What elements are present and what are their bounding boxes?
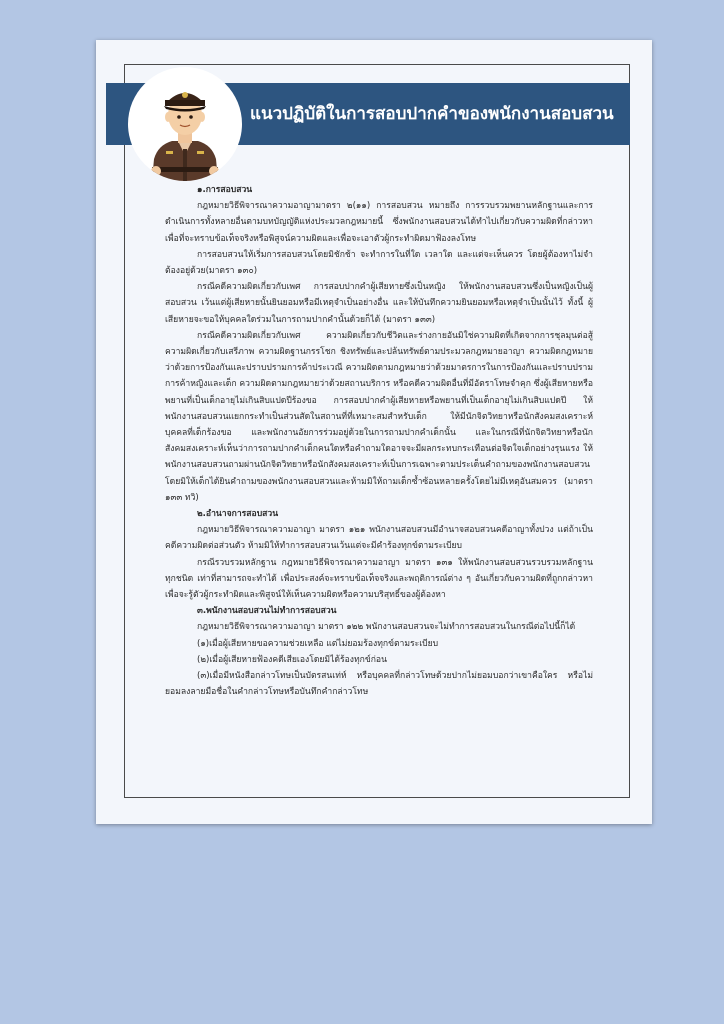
section-1-paragraph-4: กรณีคดีความผิดเกี่ยวกับเพศ ความผิดเกี่ยวกับชีวิตและร่างกายอันมิใช่ความผิดที่เกิดจากการชุลมุนต่อสู้ ความผิดเกี่ยวกับเสรีภาพ ความผิดฐานกรรโชก ชิงทรัพย์และปล้นทรัพย์ตามประมวลกฎหมายอาญา ความผิดกฎหมายว่าด้วยการป้องกันและปราบปรามการค้าประเวณี ความผิดตามกฎหมายว่าด้วยมาตรการในการป้องกันและปราบปรามการค้าหญิงและเด็ก ความผิดตามกฎหมายว่าด้วยสถานบริการ หรือคดีความผิดอื่นที่มีอัตราโทษจำคุก ซึ่งผู้เสียหายหรือพยานที่เป็นเด็กอายุไม่เกินสิบแปดปีร้องขอ การสอบปากคำผู้เสียหายหรือพยานที่เป็นเด็กอายุไม่เกินสิบแปดปี ให้พนักงานสอบสวนแยกกระทำเป็นส่วนสัดในสถานที่ที่เหมาะสมสำหรับเด็ก ให้มีนักจิตวิทยาหรือนักสังคมสงเคราะห์ บุคคลที่เด็กร้องขอ และพนักงานอัยการร่วมอยู่ด้วยในการถามปากคำเด็กนั้น และในกรณีที่นักจิตวิทยาหรือนักสังคมสงเคราะห์เห็นว่าการถามปากคำเด็กคนใดหรือคำถามใดอาจจะมีผลกระทบกระเทือนต่อจิตใจเด็กอย่างรุนแรง ให้พนักงานสอบสวนถามผ่านนักจิตวิทยาหรือนักสังคมสงเคราะห์เป็นการเฉพาะตามประเด็นคำถามของพนักงานสอบสวน โดยมิให้เด็กได้ยินคำถามของพนักงานสอบสวนและห้ามมิให้ถามเด็กซ้ำซ้อนหลายครั้งโดยไม่มีเหตุอันสมควร (มาตรา ๑๓๓ ทวิ) bbox=[165, 330, 593, 503]
document-body bbox=[165, 182, 593, 701]
section-1-paragraph-1: กฎหมายวิธีพิจารณาความอาญามาตรา ๒(๑๑) การสอบสวน หมายถึง การรวบรวมพยานหลักฐานและการดำเนินการทั้งหลายอื่นตามบทบัญญัติแห่งประมวลกฎหมายนี้ ซึ่งพนักงานสอบสวนได้ทำไปเกี่ยวกับความผิดที่กล่าวหา เพื่อที่จะทราบข้อเท็จจริงหรือพิสูจน์ความผิดและเพื่อจะเอาตัวผู้กระทำผิดมาฟ้องลงโทษ bbox=[165, 201, 593, 244]
section-3-list-item: (๓)เมื่อมีหนังสือกล่าวโทษเป็นบัตรสนเท่ห์ หรือบุคคลที่กล่าวโทษด้วยปากไม่ยอมบอกว่าเขาคือใคร หรือไม่ยอมลงลายมือชื่อในคำกล่าวโทษหรือบันทึกคำกล่าวโทษ bbox=[165, 671, 593, 698]
section-3-heading: ๓.พนักงานสอบสวนไม่ทำการสอบสวน bbox=[197, 606, 337, 617]
police-officer-icon bbox=[128, 67, 242, 181]
section-2-heading: ๒.อำนาจการสอบสวน bbox=[197, 509, 279, 520]
section-2-paragraph-2: กรณีรวบรวมหลักฐาน กฎหมายวิธีพิจารณาความอาญา มาตรา ๑๓๑ ให้พนักงานสอบสวนรวบรวมหลักฐานทุกชนิด เท่าที่สามารถจะทำได้ เพื่อประสงค์จะทราบข้อเท็จจริงและพฤติการณ์ต่าง ๆ อันเกี่ยวกับความผิดที่ถูกกล่าวหา เพื่อจะรู้ตัวผู้กระทำผิดและพิสูจน์ให้เห็นความผิดหรือความบริสุทธิ์ของผู้ต้องหา bbox=[165, 557, 593, 601]
section-1-paragraph-2: การสอบสวนให้เริ่มการสอบสวนโดยมิชักช้า จะทำการในที่ใด เวลาใด และแต่จะเห็นควร โดยผู้ต้องหาไม่จำต้องอยู่ด้วย(มาตรา ๑๓๐) bbox=[165, 249, 593, 277]
section-2-paragraph-1: กฎหมายวิธีพิจารณาความอาญา มาตรา ๑๒๑ พนักงานสอบสวนมีอำนาจสอบสวนคดีอาญาทั้งปวง แต่ถ้าเป็นคดีความผิดต่อส่วนตัว ห้ามมิให้ทำการสอบสวนเว้นแต่จะมีคำร้องทุกข์ตามระเบียบ bbox=[165, 525, 593, 552]
section-1-heading: ๑.การสอบสวน bbox=[197, 185, 253, 195]
section-3-list-item: (๑)เมื่อผู้เสียหายขอความช่วยเหลือ แต่ไม่ยอมร้องทุกข์ตามระเบียบ bbox=[197, 638, 439, 649]
section-3-paragraph-1: กฎหมายวิธีพิจารณาความอาญา มาตรา ๑๒๒ พนักงานสอบสวนจะไม่ทำการสอบสวนในกรณีต่อไปนี้ก็ได้ bbox=[197, 622, 576, 633]
page-title: แนวปฏิบัติในการสอบปากคำของพนักงานสอบสวน bbox=[250, 104, 614, 124]
section-1-paragraph-3: กรณีคดีความผิดเกี่ยวกับเพศ การสอบปากคำผู้เสียหายซึ่งเป็นหญิง ให้พนักงานสอบสวนซึ่งเป็นหญิงเป็นผู้สอบสวน เว้นแต่ผู้เสียหายนั้นยินยอมหรือมีเหตุจำเป็นอย่างอื่น และให้บันทึกความยินยอมหรือเหตุจำเป็นนั้นไว้ ทั้งนี้ ผู้เสียหายจะขอให้บุคคลใดร่วมในการถามปากคำนั้นด้วยก็ได้ (มาตรา ๑๓๓) bbox=[165, 282, 593, 325]
section-3-list-item: (๒)เมื่อผู้เสียหายฟ้องคดีเสียเองโดยมิได้ร้องทุกข์ก่อน bbox=[197, 654, 387, 665]
